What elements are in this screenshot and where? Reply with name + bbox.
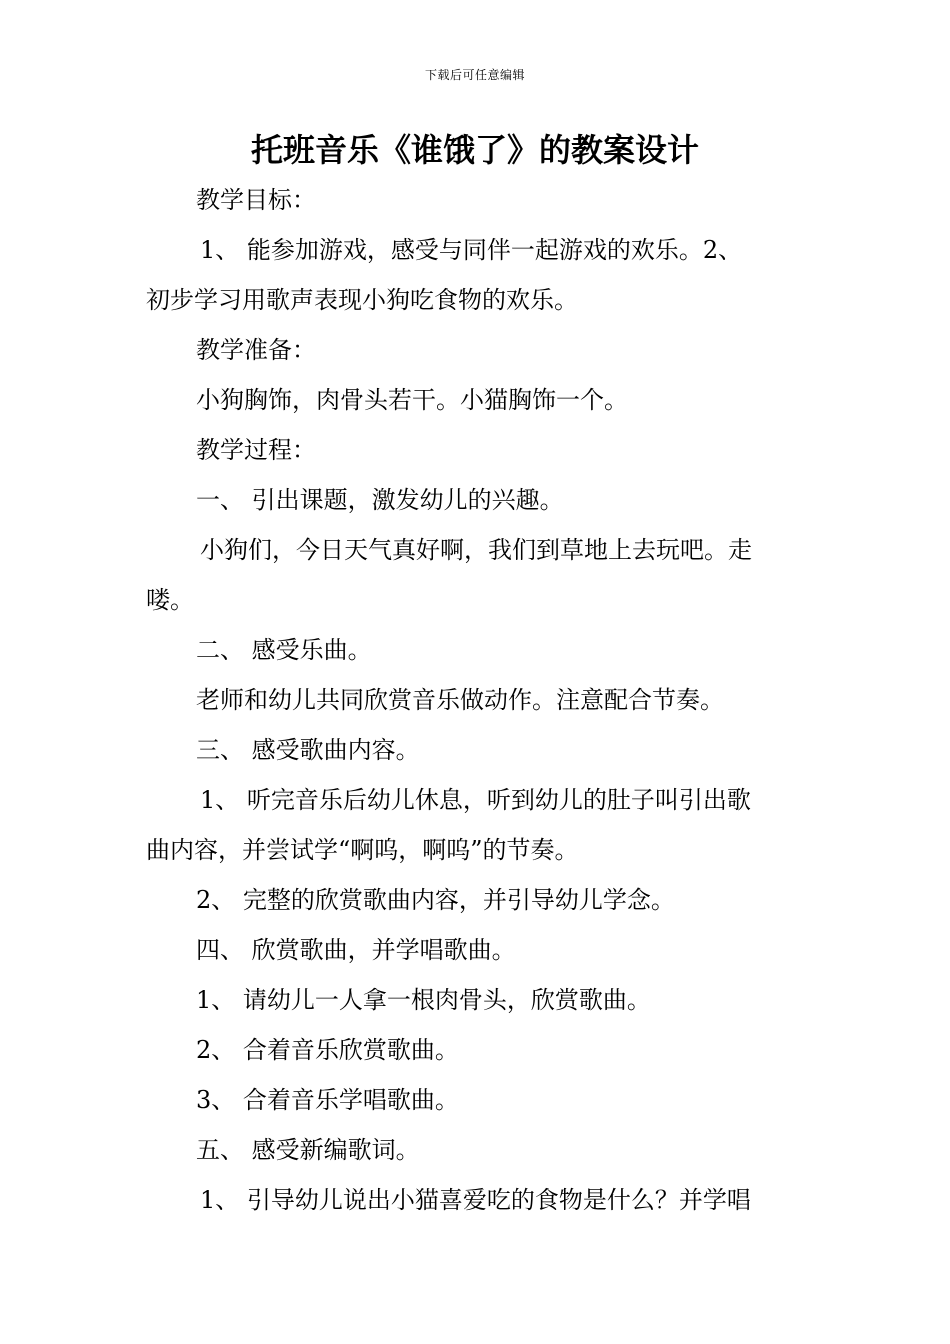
list-item-continued: 曲内容，并尝试学“啊呜，啊呜”的节奏。	[146, 836, 579, 864]
page-header-note: 下载后可任意编辑	[424, 68, 525, 82]
list-item: 1、 引导幼儿说出小猫喜爱吃的食物是什么？并学唱	[200, 1186, 751, 1214]
document-title: 托班音乐《谁饿了》的教案设计	[250, 131, 699, 169]
list-item: 1、 请幼儿一人拿一根肉骨头，欣赏歌曲。	[196, 986, 651, 1014]
section-heading-4: 四、 欣赏歌曲，并学唱歌曲。	[196, 936, 516, 964]
list-item: 3、 合着音乐学唱歌曲。	[196, 1086, 459, 1114]
paragraph-line-continued: 喽。	[146, 586, 194, 614]
paragraph-line: 小狗们，今日天气真好啊，我们到草地上去玩吧。走	[200, 536, 752, 564]
paragraph-line: 老师和幼儿共同欣赏音乐做动作。注意配合节奏。	[196, 686, 724, 714]
section-heading-2: 二、 感受乐曲。	[196, 636, 372, 664]
section-heading-5: 五、 感受新编歌词。	[196, 1136, 420, 1164]
section-heading-3: 三、 感受歌曲内容。	[196, 736, 420, 764]
list-item: 2、 合着音乐欣赏歌曲。	[196, 1036, 459, 1064]
list-item: 1、 听完音乐后幼儿休息，听到幼儿的肚子叫引出歌	[200, 786, 751, 814]
preparation-text: 小狗胸饰，肉骨头若干。小猫胸饰一个。	[196, 386, 628, 414]
list-item: 2、 完整的欣赏歌曲内容，并引导幼儿学念。	[196, 886, 675, 914]
section-heading-1: 一、 引出课题，激发幼儿的兴趣。	[196, 486, 564, 514]
goal-item-1: 1、 能参加游戏，感受与同伴一起游戏的欢乐。2、	[200, 236, 743, 264]
heading-teaching-goals: 教学目标：	[196, 186, 316, 214]
heading-teaching-process: 教学过程：	[196, 436, 316, 464]
goal-item-2-continued: 初步学习用歌声表现小狗吃食物的欢乐。	[146, 286, 578, 314]
heading-teaching-preparation: 教学准备：	[196, 336, 316, 364]
